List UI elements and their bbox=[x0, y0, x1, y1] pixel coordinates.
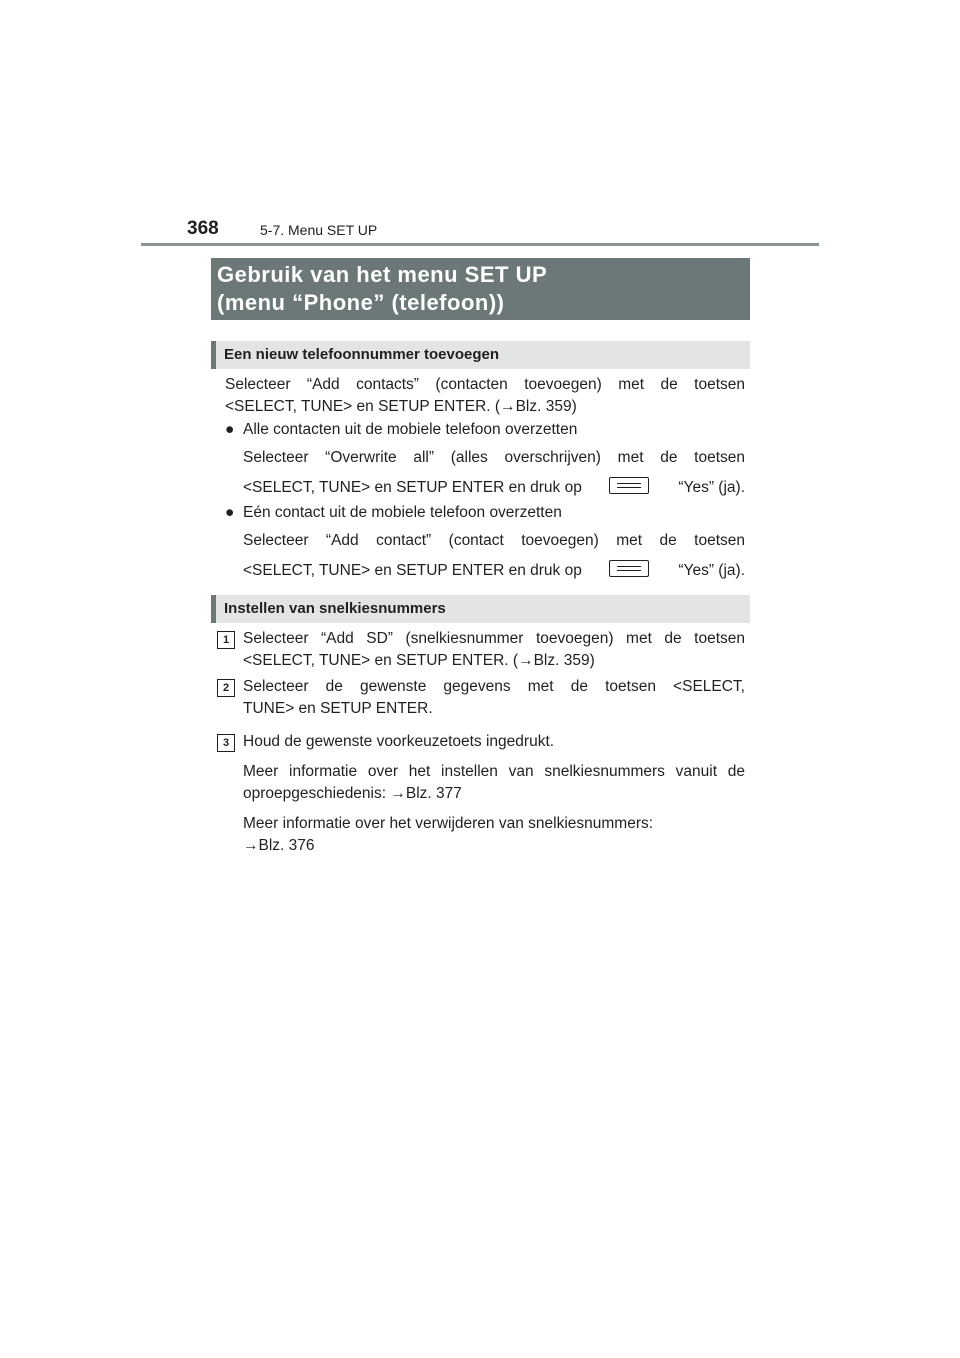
section-title-line1: Gebruik van het menu SET UP bbox=[217, 262, 548, 287]
step-note-line2: →Blz. 376 bbox=[243, 837, 315, 854]
step-number: 1 bbox=[217, 631, 235, 649]
intro-line1: Selecteer “Add contacts” (contacten toevoegen) met de toetsen bbox=[225, 376, 745, 393]
intro-line2: <SELECT, TUNE> en SETUP ENTER. (→Blz. 359) bbox=[225, 398, 577, 415]
step-text bbox=[243, 676, 745, 720]
bullet-body-line2-before: <SELECT, TUNE> en SETUP ENTER en druk op bbox=[243, 562, 582, 579]
step-text bbox=[243, 731, 745, 857]
running-head: 5-7. Menu SET UP bbox=[260, 222, 378, 238]
bullet-dot: ● bbox=[225, 504, 235, 521]
bullet-body-line2 bbox=[243, 477, 745, 499]
bullet-dot: ● bbox=[225, 421, 235, 438]
phone-key-icon bbox=[609, 477, 649, 494]
phone-key-icon bbox=[609, 560, 649, 577]
bullet-body-line2-before: <SELECT, TUNE> en SETUP ENTER en druk op bbox=[243, 479, 582, 496]
bullet-title: Eén contact uit de mobiele telefoon overzetten bbox=[243, 504, 562, 521]
step-line1: Selecteer de gewenste gegevens met de toetsen <SELECT, bbox=[243, 678, 745, 695]
bullet-body-line1: Selecteer “Overwrite all” (alles overschrijven) met de toetsen bbox=[243, 449, 745, 466]
bullet-title: Alle contacten uit de mobiele telefoon overzetten bbox=[243, 421, 578, 438]
step-note-line1: Meer informatie over het instellen van snelkiesnummers vanuit de bbox=[243, 763, 745, 780]
step-line1: Houd de gewenste voorkeuzetoets ingedrukt. bbox=[243, 733, 555, 750]
section-title bbox=[211, 258, 750, 320]
bullet-body-line2-after: “Yes” (ja). bbox=[678, 479, 745, 496]
step-line2: <SELECT, TUNE> en SETUP ENTER. (→Blz. 359) bbox=[243, 652, 595, 669]
step-number: 3 bbox=[217, 734, 235, 752]
subheading-add-number: Een nieuw telefoonnummer toevoegen bbox=[211, 341, 750, 369]
step-line1: Selecteer “Add SD” (snelkiesnummer toevoegen) met de toetsen bbox=[243, 630, 745, 647]
section-title-line2: (menu “Phone” (telefoon)) bbox=[217, 290, 505, 315]
bullet-body-line1: Selecteer “Add contact” (contact toevoegen) met de toetsen bbox=[243, 532, 745, 549]
step-note-line2: oproepgeschiedenis: →Blz. 377 bbox=[243, 785, 462, 802]
page-number: 368 bbox=[187, 218, 219, 239]
step-line2: TUNE> en SETUP ENTER. bbox=[243, 700, 433, 717]
subheading-speed-dial: Instellen van snelkiesnummers bbox=[211, 595, 750, 623]
bullet-item bbox=[225, 502, 745, 524]
bullet-body-line2 bbox=[243, 560, 745, 582]
step-number: 2 bbox=[217, 679, 235, 697]
bullet-body-line2-after: “Yes” (ja). bbox=[678, 562, 745, 579]
intro-paragraph bbox=[225, 374, 745, 418]
header-rule bbox=[141, 243, 819, 246]
bullet-item bbox=[225, 419, 745, 441]
step-note-line1: Meer informatie over het verwijderen van snelkiesnummers: bbox=[243, 815, 654, 832]
step-text bbox=[243, 628, 745, 672]
